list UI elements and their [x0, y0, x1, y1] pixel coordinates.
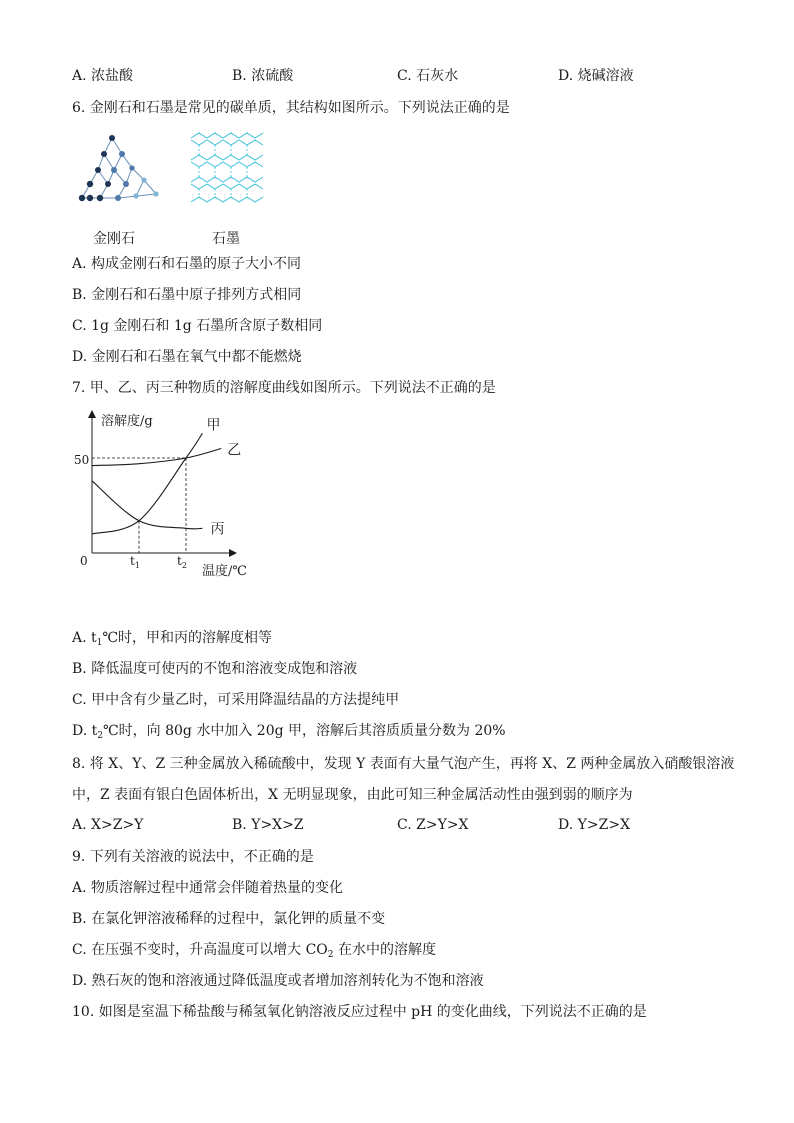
- q10-stem: 10. 如图是室温下稀盐酸与稀氢氧化钠溶液反应过程中 pH 的变化曲线，下列说法不正确的是: [72, 1004, 647, 1020]
- caption-diamond: 金刚石: [93, 231, 135, 247]
- q6-stem: 6. 金刚石和石墨是常见的碳单质，其结构如图所示。下列说法正确的是: [72, 100, 510, 116]
- q9-option-a: A. 物质溶解过程中通常会伴随着热量的变化: [72, 880, 344, 896]
- x-tick-t2: $t_2$: [177, 554, 187, 570]
- q9-option-b: B. 在氯化钾溶液稀释的过程中，氯化钾的质量不变: [72, 911, 386, 927]
- graphite-structure-image: [185, 128, 265, 208]
- q7-option-c: C. 甲中含有少量乙时，可采用降温结晶的方法提纯甲: [72, 692, 400, 708]
- q7-option-a: A. $t_1℃$时，甲和丙的溶解度相等: [72, 630, 273, 648]
- y-tick-50: 50: [74, 453, 90, 467]
- q7-option-d: D. $t_2℃$时，向 80g 水中加入 20g 甲，溶解后其溶质质量分数为 20%: [72, 723, 506, 741]
- q6-option-d: D. 金刚石和石墨在氧气中都不能燃烧: [72, 349, 302, 365]
- x-axis-label: 温度/℃: [202, 564, 247, 579]
- q8-stem-line2: 中，Z 表面有银白色固体析出，X 无明显现象，由此可知三种金属活动性由强到弱的顺序为: [72, 787, 633, 803]
- series-label-1: 甲: [206, 417, 221, 434]
- q7-option-b: B. 降低温度可使丙的不饱和溶液变成饱和溶液: [72, 661, 358, 677]
- q8-stem-line1: 8. 将 X、Y、Z 三种金属放入稀硫酸中，发现 Y 表面有大量气泡产生，再将 X、Z 两种金属放入硝酸银溶液: [72, 756, 735, 772]
- series-line-2: [92, 449, 221, 466]
- q6-option-c: C. 1g 金刚石和 1g 石墨所含原子数相同: [72, 318, 323, 334]
- q9-option-d: D. 熟石灰的饱和溶液通过降低温度或者增加溶剂转化为不饱和溶液: [72, 973, 484, 989]
- q9-option-c: C. 在压强不变时，升高温度可以增大 $CO_2$ 在水中的溶解度: [72, 942, 436, 960]
- solubility-chart: [70, 405, 270, 580]
- series-label-2: 乙: [227, 442, 242, 459]
- q8-option-d: D. Y>Z>X: [558, 817, 631, 833]
- q5-option-a: A. 浓盐酸: [72, 68, 134, 84]
- q7-stem: 7. 甲、乙、丙三种物质的溶解度曲线如图所示。下列说法不正确的是: [72, 380, 496, 396]
- origin-label: 0: [80, 554, 88, 568]
- q5-option-c: C. 石灰水: [397, 68, 459, 84]
- x-tick-t1: $t_1$: [130, 554, 140, 570]
- series-label-3: 丙: [210, 521, 225, 538]
- q5-option-d: D. 烧碱溶液: [558, 68, 634, 84]
- q9-stem: 9. 下列有关溶液的说法中，不正确的是: [72, 849, 314, 865]
- q6-option-b: B. 金刚石和石墨中原子排列方式相同: [72, 287, 302, 303]
- diamond-structure-image: [72, 128, 164, 206]
- q6-option-a: A. 构成金刚石和石墨的原子大小不同: [72, 256, 302, 272]
- y-axis-label: 溶解度/g: [101, 414, 153, 429]
- q8-option-c: C. Z>Y>X: [397, 817, 469, 833]
- q8-option-a: A. X>Z>Y: [72, 817, 144, 833]
- q5-option-b: B. 浓硫酸: [232, 68, 294, 84]
- q8-option-b: B. Y>X>Z: [232, 817, 304, 833]
- caption-graphite: 石墨: [212, 231, 240, 247]
